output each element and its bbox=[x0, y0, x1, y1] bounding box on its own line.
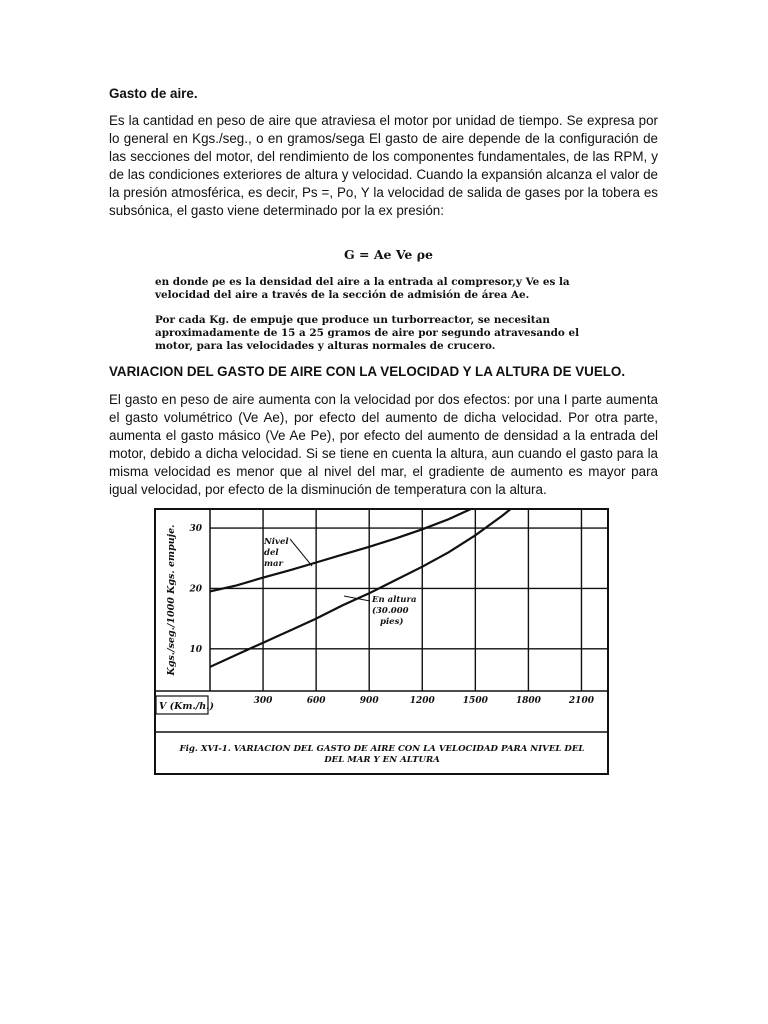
series-label-sea-leader bbox=[290, 539, 312, 566]
series-label-alt-leader bbox=[344, 596, 370, 601]
paragraph-variacion: El gasto en peso de aire aumenta con la velocidad por dos efectos: por una I parte aumenta el gasto volumétrico (Ve Ae), por efecto del aumento de dicha velocidad. Por otra parte, aumenta el gasto másico (Ve Ae Pe), por efecto del aumento de densidad a la entrada del motor, debido a dicha velocidad. Si se tiene en cuenta la altura, aun cuando el gasto para la misma velocidad es menor que al nivel del mar, el gradiente de aumento es mayor para igual velocidad, por efecto de la disminución de temperatura con la altura. bbox=[109, 392, 658, 497]
chart-caption-line2: DEL MAR Y EN ALTURA bbox=[324, 755, 440, 765]
y-axis-label: Kgs./seg./1000 Kgs. empuje. bbox=[166, 524, 177, 676]
x-tick-label: 1200 bbox=[409, 696, 435, 706]
section-heading-variacion: VARIACION DEL GASTO DE AIRE CON LA VELOCIDAD Y LA ALTURA DE VUELO. bbox=[109, 364, 626, 379]
section-heading: Gasto de aire. bbox=[109, 86, 198, 101]
formula-gasto: G = Ae Ve ρe bbox=[344, 247, 433, 262]
x-tick-label: 1500 bbox=[462, 696, 488, 706]
series-label-sea-line3: mar bbox=[264, 559, 283, 569]
chart-series bbox=[210, 508, 546, 667]
series-label-sea-line2: del bbox=[264, 548, 279, 558]
paragraph-gasto: Es la cantidad en peso de aire que atraviesa el motor por unidad de tiempo. Se expresa por lo general en Kgs./seg., o en gramos/sega El gasto de aire depende de la configuración de las secciones del motor, del rendimiento de los componentes fundamentales, de las RPM, y de las condiciones exteriores de altura y velocidad. Cuando la expansión alcanza el valor de la presión atmosférica, es decir, Ps =, Po, Y la velocidad de salida de gases por la tobera es subsónica, el gasto viene determinado por la ex presión: bbox=[109, 113, 658, 218]
y-tick-label: 30 bbox=[189, 524, 202, 535]
scan-note-densidad: en donde ρe es la densidad del aire a la entrada al compresor,y Ve es la velocidad del aire a través de la sección de admisión de área Ae. bbox=[155, 276, 570, 301]
x-tick-label: 2100 bbox=[568, 696, 594, 706]
y-tick-label: 10 bbox=[189, 644, 202, 655]
chart-caption-line1: Fig. XVI-1. VARIACION DEL GASTO DE AIRE CON LA VELOCIDAD PARA NIVEL DEL bbox=[179, 744, 585, 754]
x-axis-label: V (Km./h.) bbox=[159, 701, 214, 712]
air-flow-chart bbox=[154, 508, 610, 776]
series-line-nivel-del-mar bbox=[210, 508, 511, 591]
series-label-alt-line3: pies) bbox=[380, 617, 404, 627]
x-tick-label: 1800 bbox=[515, 696, 541, 706]
series-label-alt-line2: (30.000 bbox=[372, 606, 409, 616]
scan-note-empuje: Por cada Kg. de empuje que produce un turborreactor, se necesitan aproximadamente de 15 a 25 gramos de aire por segundo atravesando el motor, para las velocidades y alturas normales de crucero. bbox=[155, 314, 580, 352]
y-tick-label: 20 bbox=[189, 584, 202, 595]
x-tick-label: 900 bbox=[359, 696, 379, 706]
chart-frame bbox=[155, 509, 608, 774]
x-tick-label: 300 bbox=[253, 696, 273, 706]
series-label-alt-line1: En altura bbox=[372, 595, 417, 605]
series-label-sea-line1: Nivel bbox=[264, 537, 289, 547]
series-line-en-altura bbox=[210, 508, 546, 667]
x-tick-label: 600 bbox=[306, 696, 326, 706]
